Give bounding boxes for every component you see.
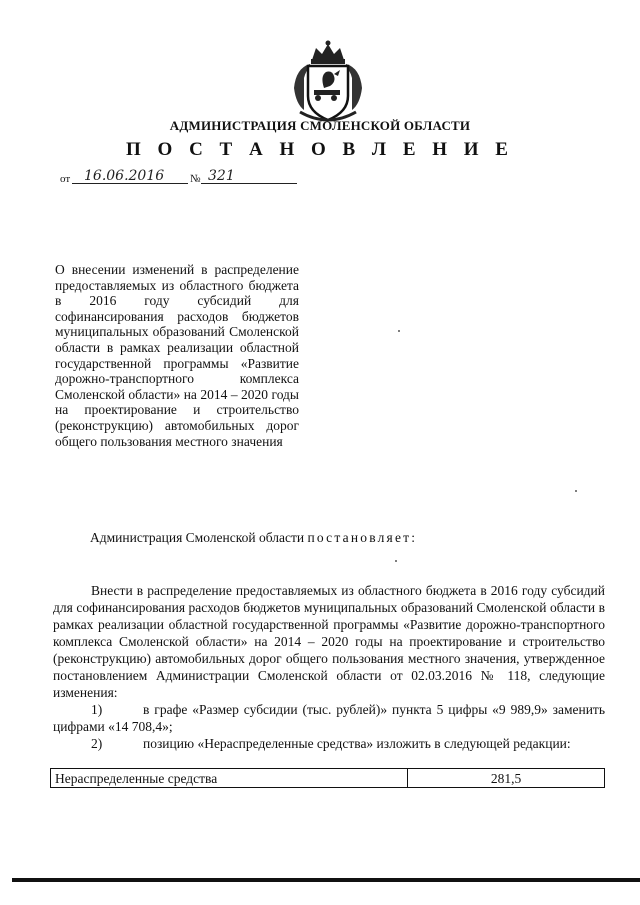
table-row: [51, 769, 605, 788]
date-from-label: от: [60, 173, 71, 185]
table-value-cell: 281,5: [408, 769, 605, 788]
scan-speck: [395, 560, 397, 562]
coat-of-arms-icon: [290, 38, 366, 124]
document-number: 321: [208, 168, 235, 184]
number-underline: [201, 183, 297, 184]
item-1-text: в графе «Размер субсидии (тыс. рублей)» пункта 5 цифры «9 989,9» заменить цифрами «14 708,4»;: [53, 702, 605, 734]
document-date: 16.06.2016: [84, 168, 165, 184]
item-2-text: позицию «Нераспределенные средства» изложить в следующей редакции:: [143, 736, 571, 751]
decree-line: [90, 530, 417, 546]
unallocated-funds-table: [50, 768, 605, 788]
scan-speck: [398, 330, 400, 332]
date-underline: [72, 183, 188, 184]
document-type: П О С Т А Н О В Л Е Н И Е: [126, 139, 514, 160]
page-bottom-bar: [12, 878, 640, 882]
document-body: [53, 582, 605, 752]
document-subject: О внесении изменений в распределение предоставляемых из областного бюджета в 2016 году субсидий для софинансирования расходов бюджетов муниципальных образований Смоленской области в рамках реализации областной государственной программы «Развитие дорожно-транспортного комплекса Смоленской области» на 2014 – 2020 годы на проектирование и строительство (реконструкцию) автомобильных дорог общего пользования местного значения: [55, 262, 299, 449]
list-item-2: [53, 735, 605, 752]
organization-name: АДМИНИСТРАЦИЯ СМОЛЕНСКОЙ ОБЛАСТИ: [169, 118, 471, 133]
number-label: №: [190, 173, 201, 185]
intro-paragraph: Внести в распределение предоставляемых из областного бюджета в 2016 году субсидий для софинансирования расходов бюджетов муниципальных образований Смоленской области в рамках реализации областной государственной программы «Развитие дорожно-транспортного комплекса Смоленской области» на 2014 – 2020 годы на проектирование и строительство (реконструкцию) автомобильных дорог общего пользования местного значения, утвержденное постановлением Администрации Смоленской области от 02.03.2016 № 118, следующие изменения:: [53, 583, 605, 700]
decree-prefix: Администрация Смоленской области: [90, 530, 305, 545]
item-2-number: 2): [91, 736, 103, 751]
list-item-1: [53, 701, 605, 735]
scan-speck: [575, 490, 577, 492]
table-label-cell: Нераспределенные средства: [51, 769, 408, 788]
decree-verb: постановляет:: [307, 530, 418, 545]
item-1-number: 1): [91, 702, 103, 717]
